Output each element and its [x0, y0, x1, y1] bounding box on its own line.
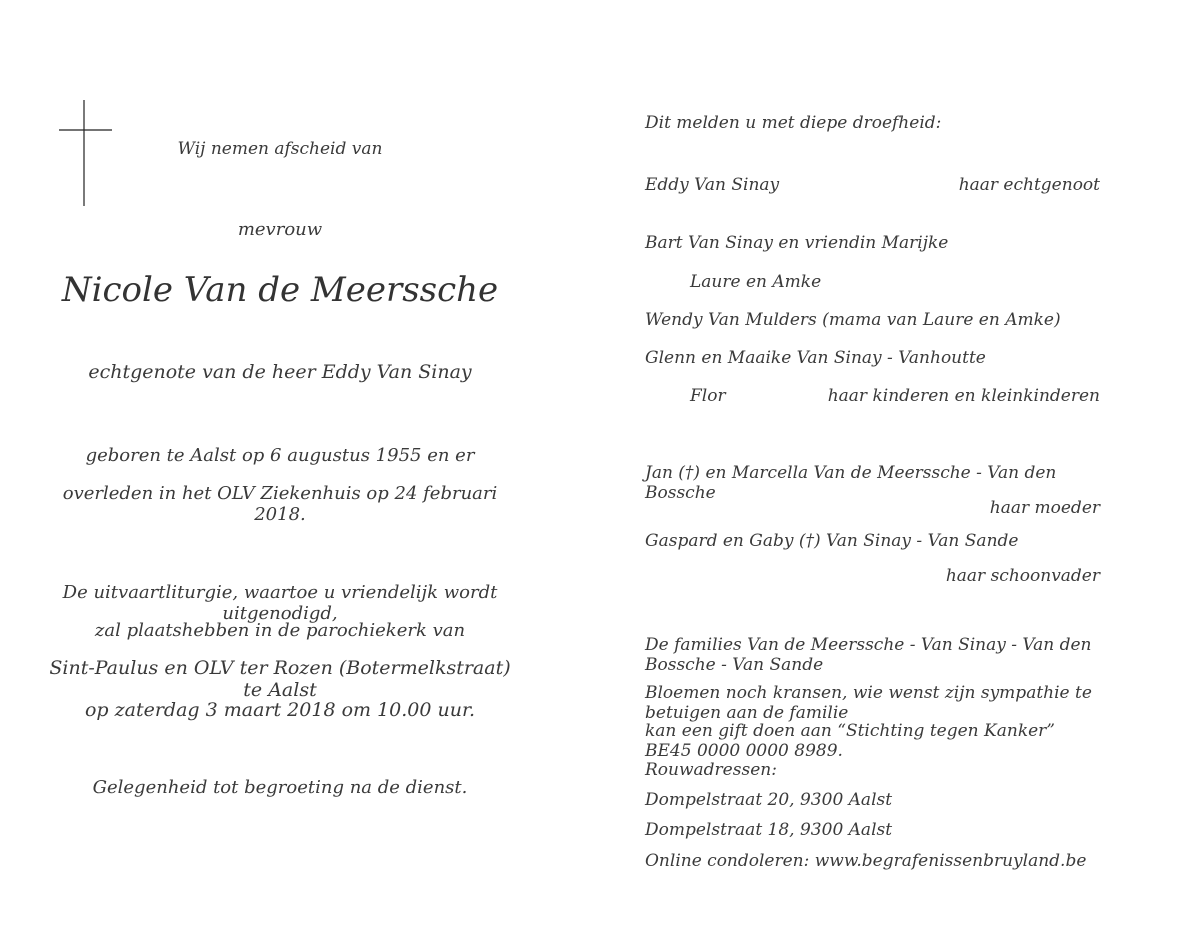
service-line: zal plaatshebben in de parochiekerk van	[94, 620, 466, 641]
family-member-name: Jan (†) en Marcella Van de Meerssche - Van den Bossche	[645, 463, 1057, 503]
mourning-address: Dompelstraat 18, 9300 Aalst	[645, 820, 893, 840]
mourning-address: Dompelstraat 20, 9300 Aalst	[645, 790, 893, 810]
death-line: overleden in het OLV Ziekenhuis op 24 februari 2018.	[62, 483, 498, 525]
family-row	[645, 498, 1100, 518]
family-row	[645, 566, 1100, 586]
family-row	[645, 310, 1100, 330]
online-condolence-line: Online condoleren: www.begrafenissenbruyland.be	[645, 851, 1087, 871]
family-relation: haar moeder	[989, 498, 1100, 518]
birth-line: geboren te Aalst op 6 augustus 1955 en er	[85, 445, 475, 466]
family-member-name: Eddy Van Sinay	[645, 175, 780, 195]
service-line: op zaterdag 3 maart 2018 om 10.00 uur.	[84, 699, 476, 721]
family-row	[645, 272, 1100, 292]
family-member-name: Flor	[690, 386, 726, 406]
greeting-line: Gelegenheid tot begroeting na de dienst.	[92, 777, 468, 798]
family-row	[645, 348, 1100, 368]
family-row	[645, 463, 1100, 503]
announcement-line: Dit melden u met diepe droefheid:	[645, 113, 942, 133]
family-member-name: Gaspard en Gaby (†) Van Sinay - Van Sande	[645, 531, 1019, 551]
flowers-note-line: Bloemen noch kransen, wie wenst zijn sympathie te betuigen aan de familie	[645, 683, 1092, 723]
family-member-name: Bart Van Sinay en vriendin Marijke	[645, 233, 949, 253]
farewell-intro-text: Wij nemen afscheid van	[177, 139, 383, 159]
service-line: De uitvaartliturgie, waartoe u vriendelijk wordt uitgenodigd,	[62, 582, 498, 624]
family-relation: haar schoonvader	[945, 566, 1100, 586]
salutation-text: mevrouw	[237, 219, 323, 240]
families-line: De families Van de Meerssche - Van Sinay - Van den Bossche - Van Sande	[645, 635, 1092, 675]
family-row	[645, 233, 1100, 253]
family-member-name: Glenn en Maaike Van Sinay - Vanhoutte	[645, 348, 986, 368]
family-member-name: Laure en Amke	[690, 272, 822, 292]
family-row	[645, 175, 1100, 195]
family-member-name: Wendy Van Mulders (mama van Laure en Amke)	[645, 310, 1061, 330]
mourning-addresses-label: Rouwadressen:	[645, 760, 777, 780]
family-relation: haar echtgenoot	[958, 175, 1100, 195]
family-relation: haar kinderen en kleinkinderen	[827, 386, 1100, 406]
service-line: Sint-Paulus en OLV ter Rozen (Botermelkstraat) te Aalst	[49, 657, 511, 701]
deceased-name: Nicole Van de Meerssche	[61, 270, 499, 310]
spouse-line: echtgenote van de heer Eddy Van Sinay	[88, 361, 472, 383]
family-row	[645, 386, 1100, 406]
flowers-note-line: kan een gift doen aan “Stichting tegen Kanker” BE45 0000 0000 8989.	[645, 721, 1055, 761]
family-row	[645, 531, 1100, 551]
